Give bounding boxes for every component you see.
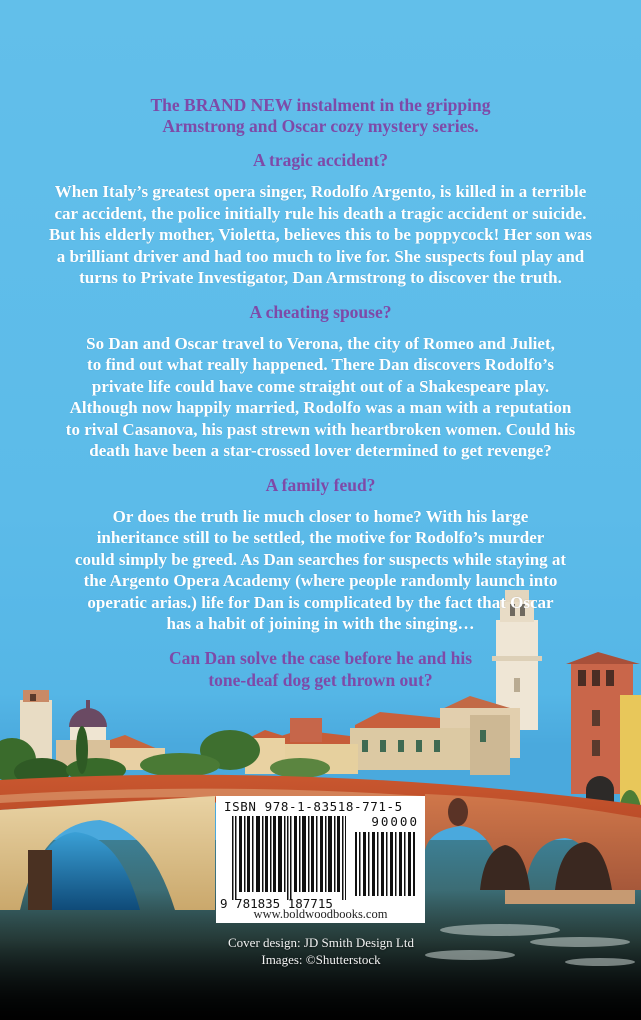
price-code: 90000 <box>371 814 419 829</box>
paragraph-line: the Argento Opera Academy (where people randomly launch into <box>83 571 558 590</box>
lead-tagline <box>0 95 641 137</box>
cover-design-credit: Cover design: JD Smith Design Ltd <box>228 935 414 950</box>
credits <box>176 934 466 968</box>
isbn-barcode <box>216 796 425 923</box>
paragraph-line: inheritance still to be settled, the motive for Rodolfo’s murder <box>96 528 545 547</box>
paragraph-line: operatic arias.) life for Dan is complicated by the fact that Oscar <box>87 592 554 612</box>
blurb <box>0 95 641 691</box>
ean-digits: 9 781835 187715 <box>220 896 333 911</box>
closing-question <box>0 647 641 691</box>
paragraph-line: Or does the truth lie much closer to home? With his large <box>112 506 529 526</box>
section-paragraph <box>21 506 621 635</box>
paragraph-line: But his elderly mother, Violetta, believes this to be poppycock! Her son was <box>48 225 593 244</box>
closing-line: Can Dan solve the case before he and his <box>168 647 473 668</box>
paragraph-line: When Italy’s greatest opera singer, Rodolfo Argento, is killed in a terrible <box>54 182 587 201</box>
paragraph-line: So Dan and Oscar travel to Verona, the city of Romeo and Juliet, <box>86 333 555 353</box>
images-credit: Images: ©Shutterstock <box>261 952 381 967</box>
paragraph-line: to rival Casanova, his past strewn with heartbroken women. Could his <box>65 419 576 439</box>
section-heading: A family feud? <box>265 474 376 495</box>
paragraph-line: Although now happily married, Rodolfo was a man with a reputation <box>69 398 572 417</box>
paragraph-line: to find out what really happened. There Dan discovers Rodolfo’s <box>87 355 554 374</box>
price-addon-bars <box>355 832 417 896</box>
ean-barcode-bars <box>232 816 346 900</box>
section-paragraph <box>21 181 621 289</box>
paragraph-line: could simply be greed. As Dan searches for suspects while staying at <box>74 549 567 569</box>
paragraph-line: death have been a star-crossed lover determined to get revenge? <box>89 441 552 460</box>
lead-line: Armstrong and Oscar cozy mystery series. <box>162 116 479 136</box>
lead-line: The BRAND NEW instalment in the gripping <box>150 95 491 115</box>
paragraph-line: turns to Private Investigator, Dan Armstrong to discover the truth. <box>79 268 562 287</box>
publisher-url: www.boldwoodbooks.com <box>253 907 388 921</box>
paragraph-line: a brilliant driver and had too much to live for. She suspects foul play and <box>56 246 585 266</box>
paragraph-line: private life could have come straight out of a Shakespeare play. <box>91 376 550 396</box>
isbn-label: ISBN 978-1-83518-771-5 <box>224 799 403 814</box>
section-heading: A cheating spouse? <box>249 301 392 322</box>
section-paragraph <box>21 333 621 462</box>
paragraph-line: has a habit of joining in with the singing… <box>166 614 475 633</box>
section-heading: A tragic accident? <box>252 150 389 170</box>
paragraph-line: car accident, the police initially rule his death a tragic accident or suicide. <box>54 203 587 223</box>
closing-line: tone-deaf dog get thrown out? <box>208 669 433 690</box>
church-dome <box>20 690 165 770</box>
